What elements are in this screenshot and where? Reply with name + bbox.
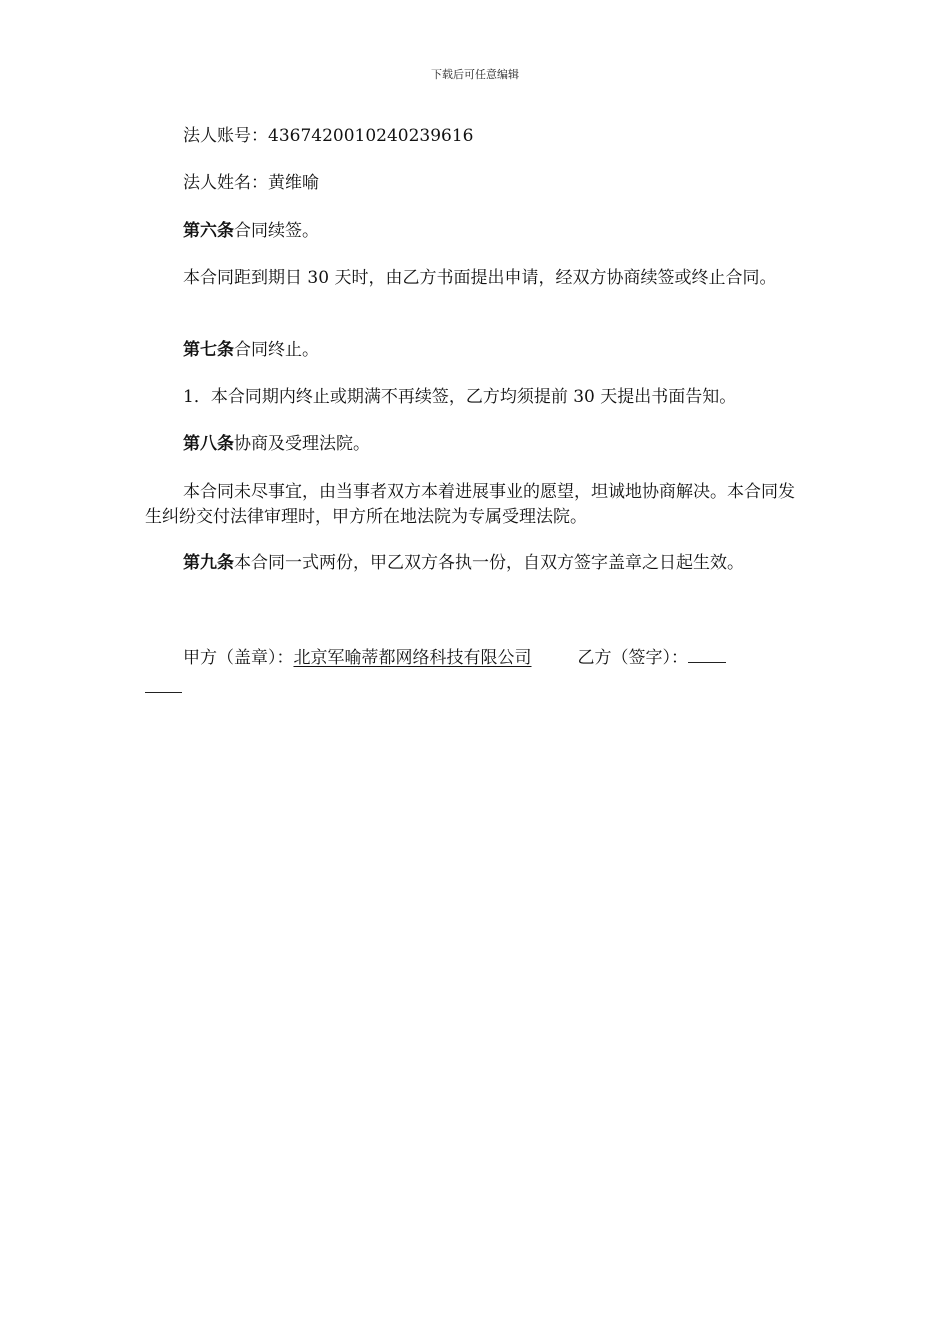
article-9-paragraph <box>145 551 810 576</box>
article-9-number: 第九条 <box>183 553 234 573</box>
party-a-name: 北京军喻蒂都网络科技有限公司 <box>293 648 532 668</box>
article-8-text: 本合同未尽事宜，由当事者双方本着进展事业的愿望，坦诚地协商解决。本合同发生纠纷交付法律审理时，甲方所在地法院为专属受理法院。 <box>145 482 795 527</box>
legal-name-line: 法人姓名：黄维喻 <box>183 173 319 193</box>
header-note: 下载后可任意编辑 <box>431 68 519 81</box>
article-8-heading <box>145 432 810 457</box>
party-a-label: 甲方（盖章）： <box>183 648 294 668</box>
party-b-label: 乙方（签字）： <box>577 648 688 668</box>
party-b-signature-blank-continued <box>145 692 182 693</box>
article-7-heading <box>145 338 810 363</box>
legal-account-line: 法人账号：4367420010240239616 <box>183 126 474 146</box>
article-9-text: 本合同一式两份，甲乙双方各执一份，自双方签字盖章之日起生效。 <box>234 553 744 573</box>
article-7-number: 第七条 <box>183 340 234 360</box>
article-8-title: 协商及受理法院。 <box>234 434 370 454</box>
article-6-text: 本合同距到期日 30 天时，由乙方书面提出申请，经双方协商续签或终止合同。 <box>183 268 777 288</box>
article-6-title: 合同续签。 <box>234 221 319 241</box>
article-6-number: 第六条 <box>183 221 234 241</box>
article-7-item-1: 1．本合同期内终止或期满不再续签，乙方均须提前 30 天提出书面告知。 <box>183 387 737 407</box>
party-b-signature-blank <box>688 648 726 663</box>
article-6-heading <box>145 219 810 244</box>
signature-line <box>183 646 726 671</box>
article-7-title: 合同终止。 <box>234 340 319 360</box>
article-8-number: 第八条 <box>183 434 234 454</box>
